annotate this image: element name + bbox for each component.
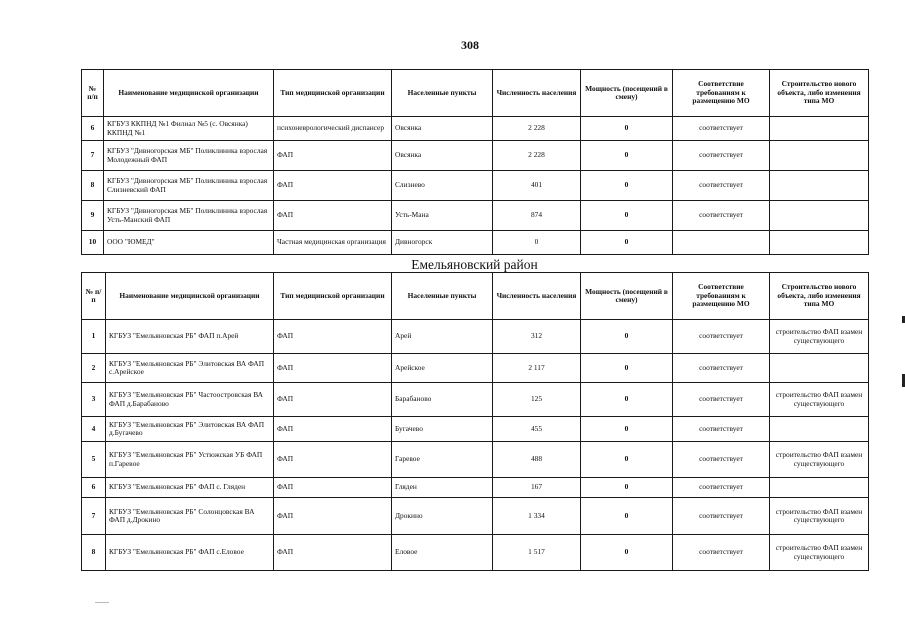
cell-compliance: соответствует [673,442,770,478]
cell-capacity: 0 [581,498,673,535]
emelyanovsky-table [81,272,869,571]
header-row [82,70,869,117]
cell-place: Дивногорск [392,231,493,255]
cell-name: КГБУЗ "Дивногорская МБ" Поликлиника взрослая Молодежный ФАП [104,141,274,171]
header-capacity: Мощность (посещений в смену) [581,70,673,117]
cell-name: КГБУЗ "Емельяновская РБ" ФАП п.Арей [106,320,274,354]
table-row [82,320,869,354]
cell-num: 5 [82,442,106,478]
cell-place: Слизнево [392,171,493,201]
cell-capacity: 0 [581,535,673,571]
cell-place: Бугачево [392,417,493,442]
cell-construction [770,417,869,442]
cell-construction: строительство ФАП взамен существующего [770,383,869,417]
cell-construction: строительство ФАП взамен существующего [770,498,869,535]
cell-type: ФАП [274,498,392,535]
cell-type: ФАП [274,442,392,478]
cell-compliance: соответствует [673,354,770,383]
cell-capacity: 0 [581,201,673,231]
cell-name: КГБУЗ "Емельяновская РБ" Элитовская ВА ФАП д.Бугачево [106,417,274,442]
header-population: Численность населения [493,70,581,117]
cell-place: Гаревое [392,442,493,478]
cell-name: КГБУЗ ККПНД №1 Филиал №5 (с. Овсянка) ККПНД №1 [104,117,274,141]
cell-place: Овсянка [392,117,493,141]
cell-place: Гляден [392,478,493,498]
header-construction: Строительство нового объекта, либо изменения типа МО [770,273,869,320]
cell-num: 8 [82,535,106,571]
cell-type: ФАП [274,417,392,442]
cell-population: 1 334 [493,498,581,535]
cell-construction [770,354,869,383]
cell-name: КГБУЗ "Емельяновская РБ" Частоостровская ВА ФАП д.Барабаново [106,383,274,417]
header-name: Наименование медицинской организации [104,70,274,117]
cell-capacity: 0 [581,478,673,498]
cell-type: ФАП [274,478,392,498]
cell-num: 8 [82,171,104,201]
cell-name: КГБУЗ "Емельяновская РБ" Устюжская УБ ФАП п.Гаревое [106,442,274,478]
header-place: Населенные пункты [392,70,493,117]
cell-capacity: 0 [581,442,673,478]
page-number: 308 [461,38,479,52]
table-row [82,417,869,442]
table-row [82,201,869,231]
cell-place: Барабаново [392,383,493,417]
cell-capacity: 0 [581,383,673,417]
cell-construction [770,478,869,498]
cell-population: 488 [493,442,581,478]
cell-construction: строительство ФАП взамен существующего [770,535,869,571]
cell-compliance: соответствует [673,320,770,354]
cell-num: 7 [82,141,104,171]
cell-population: 0 [493,231,581,255]
cell-name: КГБУЗ "Дивногорская МБ" Поликлиника взрослая Усть-Манский ФАП [104,201,274,231]
table-row [82,231,869,255]
header-place: Населенные пункты [392,273,493,320]
cell-type: ФАП [274,354,392,383]
cell-place: Овсянка [392,141,493,171]
cell-name: КГБУЗ "Емельяновская РБ" Солонцовская ВА ФАП д.Дрокино [106,498,274,535]
cell-num: 10 [82,231,104,255]
table-row [82,117,869,141]
cell-name: КГБУЗ "Дивногорская МБ" Поликлиника взрослая Слизневский ФАП [104,171,274,201]
header-row [82,273,869,320]
cell-name: КГБУЗ "Емельяновская РБ" ФАП с. Гляден [106,478,274,498]
cell-place: Усть-Мана [392,201,493,231]
cell-capacity: 0 [581,231,673,255]
cell-compliance [673,231,770,255]
bottom-table-body [82,320,869,571]
scan-footer-mark [95,602,109,603]
header-name: Наименование медицинской организации [106,273,274,320]
cell-type: ФАП [274,535,392,571]
header-num: № п/п [82,70,104,117]
cell-num: 3 [82,383,106,417]
table-row [82,478,869,498]
cell-compliance: соответствует [673,535,770,571]
cell-construction [770,231,869,255]
table-row [82,498,869,535]
cell-population: 2 228 [493,117,581,141]
cell-population: 2 228 [493,141,581,171]
top-table-body [82,117,869,255]
cell-name: КГБУЗ "Емельяновская РБ" ФАП с.Еловое [106,535,274,571]
cell-num: 4 [82,417,106,442]
district-title: Емельяновский район [411,257,538,272]
table-row [82,535,869,571]
cell-population: 874 [493,201,581,231]
cell-type: ФАП [274,171,392,201]
cell-population: 401 [493,171,581,201]
cell-type: ФАП [274,383,392,417]
cell-population: 2 117 [493,354,581,383]
cell-capacity: 0 [581,320,673,354]
cell-capacity: 0 [581,141,673,171]
cell-construction [770,117,869,141]
cell-capacity: 0 [581,417,673,442]
cell-capacity: 0 [581,354,673,383]
cell-capacity: 0 [581,171,673,201]
facilities-table-continued [81,69,869,255]
cell-compliance: соответствует [673,498,770,535]
cell-type: ФАП [274,141,392,171]
cell-num: 9 [82,201,104,231]
cell-type: ФАП [274,201,392,231]
cell-construction [770,141,869,171]
cell-compliance: соответствует [673,141,770,171]
header-compliance: Соответствие требованиям к размещению МО [673,70,770,117]
cell-population: 167 [493,478,581,498]
cell-compliance: соответствует [673,117,770,141]
cell-type: Частная медицинская организация [274,231,392,255]
cell-compliance: соответствует [673,201,770,231]
cell-construction [770,201,869,231]
cell-capacity: 0 [581,117,673,141]
cell-name: ООО "ЮМЕД" [104,231,274,255]
cell-num: 6 [82,117,104,141]
cell-place: Еловое [392,535,493,571]
header-capacity: Мощность (посещений в смену) [581,273,673,320]
cell-num: 7 [82,498,106,535]
cell-construction: строительство ФАП взамен существующего [770,320,869,354]
cell-place: Дрокино [392,498,493,535]
cell-num: 6 [82,478,106,498]
table-row [82,383,869,417]
cell-compliance: соответствует [673,383,770,417]
cell-compliance: соответствует [673,478,770,498]
cell-name: КГБУЗ "Емельяновская РБ" Элитовская ВА ФАП с.Арейское [106,354,274,383]
cell-type: психоневрологический диспансер [274,117,392,141]
cell-construction [770,171,869,201]
header-population: Численность населения [493,273,581,320]
header-num: № п/п [82,273,106,320]
cell-population: 1 517 [493,535,581,571]
header-compliance: Соответствие требованиям к размещению МО [673,273,770,320]
table-row [82,141,869,171]
cell-place: Арейское [392,354,493,383]
table-row [82,171,869,201]
cell-compliance: соответствует [673,171,770,201]
cell-population: 312 [493,320,581,354]
cell-num: 1 [82,320,106,354]
cell-place: Арей [392,320,493,354]
cell-population: 125 [493,383,581,417]
cell-population: 455 [493,417,581,442]
cell-num: 2 [82,354,106,383]
table-row [82,354,869,383]
cell-construction: строительство ФАП взамен существующего [770,442,869,478]
table-row [82,442,869,478]
cell-compliance: соответствует [673,417,770,442]
cell-type: ФАП [274,320,392,354]
header-type: Тип медицинской организации [274,70,392,117]
header-construction: Строительство нового объекта, либо изменения типа МО [770,70,869,117]
header-type: Тип медицинской организации [274,273,392,320]
